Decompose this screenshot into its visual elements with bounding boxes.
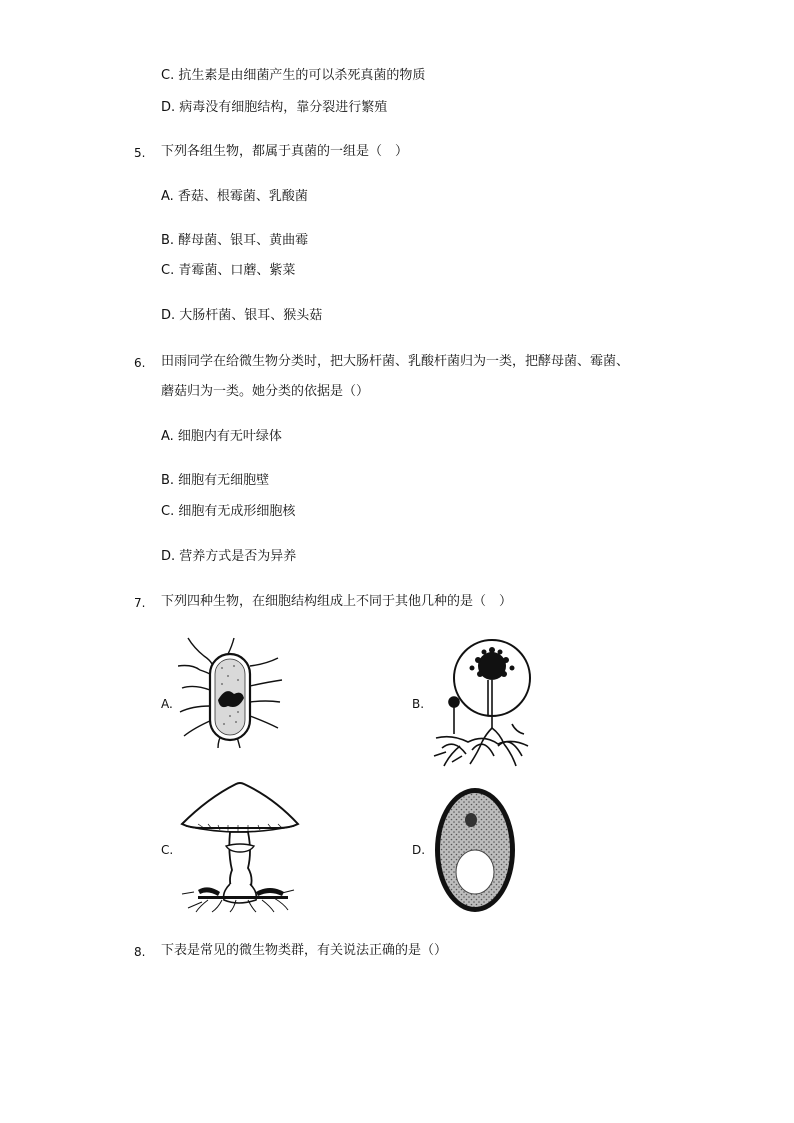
q4-option-c: C. 抗生素是由细菌产生的可以杀死真菌的物质 [161,68,426,83]
yeast-cell-icon [433,786,517,914]
q7-label-a: A. [161,697,173,711]
q6-number: 6. [134,356,146,370]
mushroom-icon [178,780,302,914]
mold-icon [432,638,532,770]
q5-number: 5. [134,146,146,160]
q7-number: 7. [134,596,146,610]
q7-label-c: C. [161,843,174,857]
q4-option-d: D. 病毒没有细胞结构，靠分裂进行繁殖 [161,100,388,115]
q5-option-a: A. 香菇、根霉菌、乳酸菌 [161,189,308,204]
q6-stem-line2: 蘑菇归为一类。她分类的依据是（） [161,384,370,399]
q7-label-d: D. [412,843,426,857]
q6-option-c: C. 细胞有无成形细胞核 [161,504,296,519]
q5-option-c: C. 青霉菌、口蘑、紫菜 [161,263,296,278]
q5-option-d: D. 大肠杆菌、银耳、猴头菇 [161,308,323,323]
q7-label-b: B. [412,697,425,711]
q6-option-b: B. 细胞有无细胞壁 [161,473,270,488]
q8-number: 8. [134,945,146,959]
q6-stem-line1: 田雨同学在给微生物分类时，把大肠杆菌、乳酸杆菌归为一类，把酵母菌、霉菌、 [161,354,630,369]
q5-option-b: B. 酵母菌、银耳、黄曲霉 [161,233,309,248]
q6-option-d: D. 营养方式是否为异养 [161,549,297,564]
q7-stem: 下列四种生物，在细胞结构组成上不同于其他几种的是（ ） [161,594,513,609]
q8-stem: 下表是常见的微生物类群，有关说法正确的是（） [161,943,448,958]
bacterium-icon [178,636,288,751]
q5-stem: 下列各组生物，都属于真菌的一组是（ ） [161,144,409,159]
q6-option-a: A. 细胞内有无叶绿体 [161,429,282,444]
